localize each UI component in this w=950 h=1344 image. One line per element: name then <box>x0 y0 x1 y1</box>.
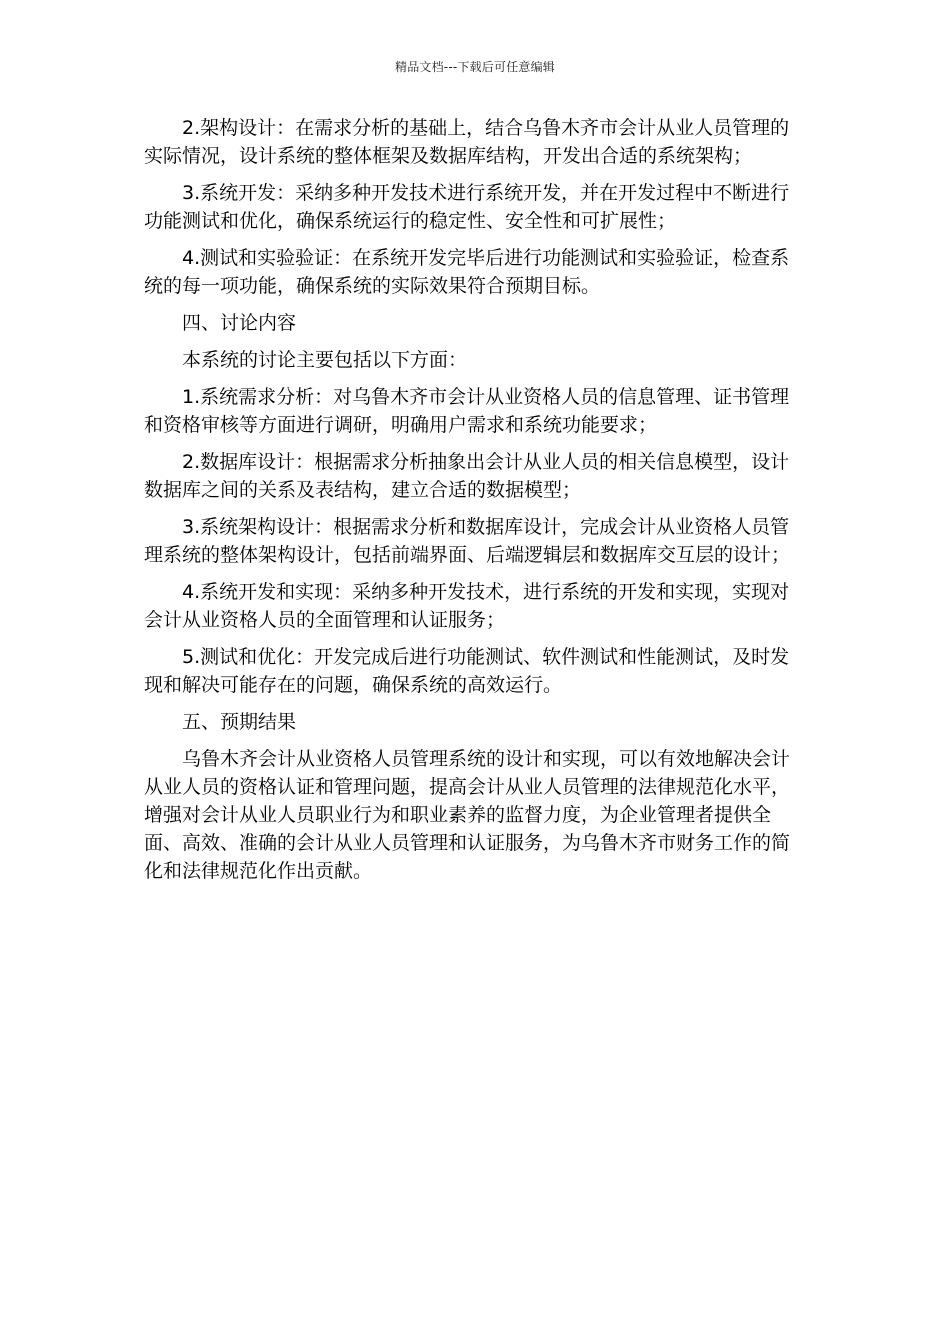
paragraph-development-implementation: 4.系统开发和实现：采纳多种开发技术，进行系统的开发和实现，实现对会计从业资格人员的全面管理和认证服务； <box>144 581 790 631</box>
paragraph-requirements-analysis: 1.系统需求分析：对乌鲁木齐市会计从业资格人员的信息管理、证书管理和资格审核等方面进行调研，明确用户需求和系统功能要求； <box>144 386 790 436</box>
paragraph-system-development: 3.系统开发：采纳多种开发技术进行系统开发，并在开发过程中不断进行功能测试和优化，确保系统运行的稳定性、安全性和可扩展性； <box>144 182 790 232</box>
section-heading-expected-results: 五、预期结果 <box>182 711 297 733</box>
page-header: 精品文档---下载后可任意编辑 <box>395 60 555 74</box>
paragraph-architecture-design: 2.架构设计：在需求分析的基础上，结合乌鲁木齐市会计从业人员管理的实际情况，设计系统的整体框架及数据库结构，开发出合适的系统架构； <box>144 117 790 167</box>
paragraph-discussion-intro: 本系统的讨论主要包括以下方面： <box>182 349 468 371</box>
paragraph-testing-validation: 4.测试和实验验证：在系统开发完毕后进行功能测试和实验验证，检查系统的每一项功能，确保系统的实际效果符合预期目标。 <box>144 247 790 297</box>
section-heading-discussion: 四、讨论内容 <box>182 312 297 334</box>
document-body <box>144 114 808 894</box>
paragraph-testing-optimization: 5.测试和优化：开发完成后进行功能测试、软件测试和性能测试，及时发现和解决可能存在的问题，确保系统的高效运行。 <box>144 646 790 696</box>
paragraph-database-design: 2.数据库设计：根据需求分析抽象出会计从业人员的相关信息模型，设计数据库之间的关系及表结构，建立合适的数据模型； <box>144 451 790 501</box>
paragraph-expected-results: 乌鲁木齐会计从业资格人员管理系统的设计和实现，可以有效地解决会计从业人员的资格认证和管理问题，提高会计从业人员管理的法律规范化水平，增强对会计从业人员职业行为和职业素养的监督力度，为企业管理者提供全面、高效、准确的会计从业人员管理和认证服务，为乌鲁木齐市财务工作的简化和法律规范化作出贡献。 <box>144 748 791 882</box>
paragraph-architecture-detail: 3.系统架构设计：根据需求分析和数据库设计，完成会计从业资格人员管理系统的整体架构设计，包括前端界面、后端逻辑层和数据库交互层的设计； <box>144 516 791 566</box>
